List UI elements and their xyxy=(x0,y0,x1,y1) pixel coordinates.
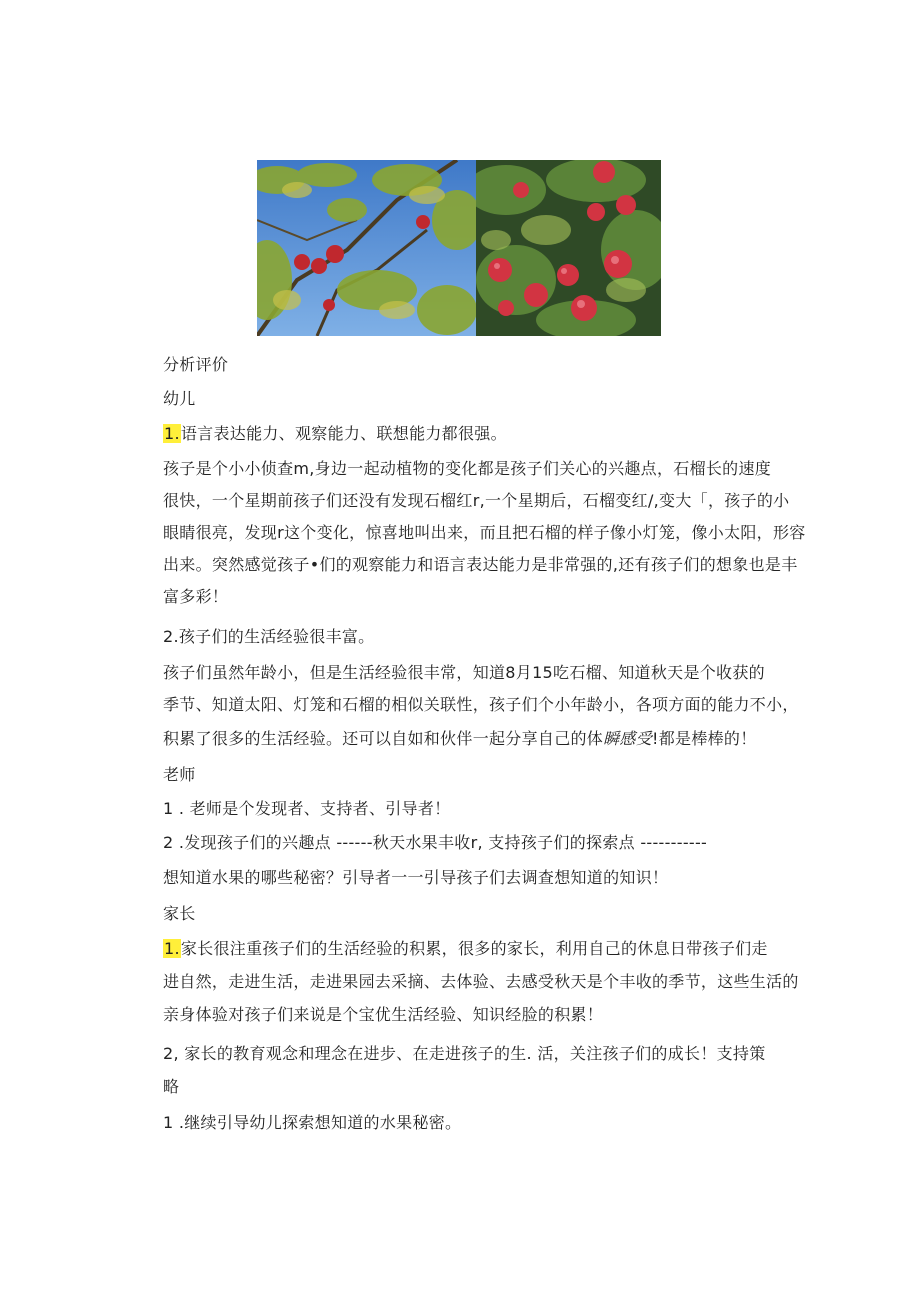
heading-analysis: 分析评价 xyxy=(163,355,229,374)
child-p2-line-3 xyxy=(163,727,757,751)
child-point-1 xyxy=(163,422,507,446)
pomegranate-tree-photo xyxy=(257,160,476,336)
parent-point-2-cont: 略 xyxy=(163,1077,180,1096)
teacher-point-2: 2 .发现孩子们的兴趣点 ------秋天水果丰收r, 支持孩子们的探索点 ----------- xyxy=(163,833,708,852)
photo-collage xyxy=(257,160,661,336)
strategy-point-1: 1 .继续引导幼儿探索想知道的水果秘密。 xyxy=(163,1113,462,1132)
parent-p1-line-2: 进自然，走进生活，走进果园去采摘、去体验、去感受秋天是个丰收的季节，这些生活的 xyxy=(163,972,799,991)
parent-point-2: 2, 家长的教育观念和理念在进步、在走进孩子的生. 活，关注孩子们的成长！支持策 xyxy=(163,1044,766,1063)
heading-child: 幼儿 xyxy=(163,389,196,408)
child-point-2: 2.孩子们的生活经验很丰富。 xyxy=(163,627,375,646)
heading-teacher: 老师 xyxy=(163,765,196,784)
child-p2-line-1: 孩子们虽然年龄小，但是生活经验很丰常，知道8月15吃石榴、知道秋天是个收获的 xyxy=(163,663,765,682)
teacher-point-2-cont: 想知道水果的哪些秘密？引导者一一引导孩子们去调查想知道的知识！ xyxy=(163,868,669,887)
teacher-point-1: 1 . 老师是个发现者、支持者、引导者！ xyxy=(163,799,451,818)
child-p2-line-3-b: 瞬感受 xyxy=(603,729,653,748)
child-p1-line-5: 富多彩！ xyxy=(163,587,229,606)
child-p2-line-3-a: 积累了很多的生活经验。还可以自如和伙伴一起分享自己的体 xyxy=(163,729,604,748)
heading-parent: 家长 xyxy=(163,904,196,923)
parent-point-1 xyxy=(163,937,768,961)
child-p2-line-3-c: !都是棒棒的！ xyxy=(652,729,757,748)
child-p1-line-3: 眼睛很亮，发现r这个变化，惊喜地叫出来，而且把石榴的样子像小灯笼，像小太阳，形容 xyxy=(163,523,806,542)
parent-p1-line-3: 亲身体验对孩子们来说是个宝优生活经验、知识经脸的积累！ xyxy=(163,1005,604,1024)
child-p1-line-2: 很快，一个星期前孩子们还没有发现石榴红r,一个星期后，石榴变红/,变大「，孩子的小 xyxy=(163,491,790,510)
child-p1-line-1: 孩子是个小小侦查m,身边一起动植物的变化都是孩子们关心的兴趣点，石榴长的速度 xyxy=(163,459,772,478)
parent-p1-line-1: 家长很注重孩子们的生活经验的积累，很多的家长，利用自己的休息日带孩子们走 xyxy=(180,939,768,958)
child-point-1-text: 语言表达能力、观察能力、联想能力都很强。 xyxy=(180,424,507,443)
highlight-number: 1. xyxy=(164,424,180,443)
child-p1-line-4: 出来。突然感觉孩子•们的观察能力和语言表达能力是非常强的,还有孩子们的想象也是丰 xyxy=(163,555,798,574)
child-p2-line-2: 季节、知道太阳、灯笼和石榴的相似关联性，孩子们个小年龄小，各项方面的能力不小， xyxy=(163,695,799,714)
highlight-number: 1. xyxy=(164,939,180,958)
pomegranate-branch-photo xyxy=(476,160,661,336)
